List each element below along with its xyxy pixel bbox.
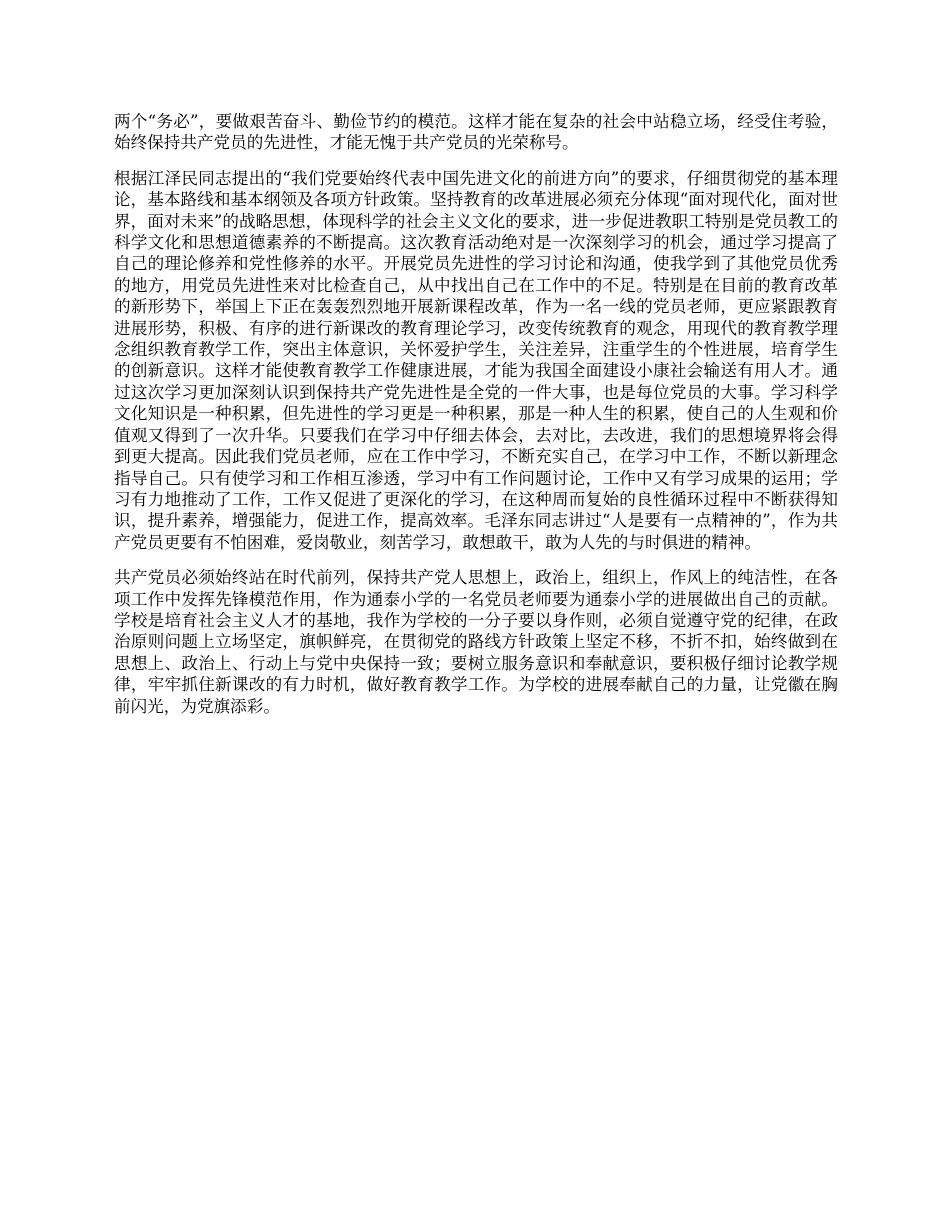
paragraph-3: 共产党员必须始终站在时代前列，保持共产党人思想上，政治上，组织上，作风上的纯洁性，在各项工作中发挥先锋模范作用，作为通泰小学的一名党员老师要为通泰小学的进展做出自己的贡献。学校是培育社会主义人才的基地，我作为学校的一分子要以身作则，必须自觉遵守党的纪律，在政治原则问题上立场坚定，旗帜鲜亮，在贯彻党的路线方针政策上坚定不移，不折不扣，始终做到在思想上、政治上、行动上与党中央保持一致；要树立服务意识和奉献意识，要积极仔细讨论教学规律，牢牢抓住新课改的有力时机，做好教育教学工作。为学校的进展奉献自己的力量，让党徽在胸前闪光，为党旗添彩。 xyxy=(114,568,838,716)
document-body xyxy=(114,111,838,731)
paragraph-1: 两个“务必”，要做艰苦奋斗、勤俭节约的模范。这样才能在复杂的社会中站稳立场，经受住考验，始终保持共产党员的先进性，才能无愧于共产党员的光荣称号。 xyxy=(114,112,838,153)
paragraph-2: 根据江泽民同志提出的“我们党要始终代表中国先进文化的前进方向”的要求，仔细贯彻党的基本理论，基本路线和基本纲领及各项方针政策。坚持教育的改革进展必须充分体现“面对现代化，面对世界，面对未来”的战略思想，体现科学的社会主义文化的要求，进一步促进教职工特别是党员教工的科学文化和思想道德素养的不断提高。这次教育活动绝对是一次深刻学习的机会，通过学习提高了自己的理论修养和党性修养的水平。开展党员先进性的学习讨论和沟通，使我学到了其他党员优秀的地方，用党员先进性来对比检查自己，从中找出自己在工作中的不足。特别是在目前的教育改革的新形势下，举国上下正在轰轰烈烈地开展新课程改革，作为一名一线的党员老师，更应紧跟教育进展形势，积极、有序的进行新课改的教育理论学习，改变传统教育的观念，用现代的教育教学理念组织教育教学工作，突出主体意识，关怀爱护学生，关注差异，注重学生的个性进展，培育学生的创新意识。这样才能使教育教学工作健康进展，才能为我国全面建设小康社会输送有用人才。通过这次学习更加深刻认识到保持共产党先进性是全党的一件大事，也是每位党员的大事。学习科学文化知识是一种积累，但先进性的学习更是一种积累，那是一种人生的积累，使自己的人生观和价值观又得到了一次升华。只要我们在学习中仔细去体会，去对比，去改进，我们的思想境界将会得到更大提高。因此我们党员老师，应在工作中学习，不断充实自己，在学习中工作，不断以新理念指导自己。只有使学习和工作相互渗透，学习中有工作问题讨论，工作中又有学习成果的运用；学习有力地推动了工作，工作又促进了更深化的学习，在这种周而复始的良性循环过程中不断获得知识，提升素养，增强能力，促进工作，提高效率。毛泽东同志讲过“人是要有一点精神的”，作为共产党员更要有不怕困难，爱岗敬业，刻苦学习，敢想敢干，敢为人先的与时俱进的精神。 xyxy=(114,168,838,552)
